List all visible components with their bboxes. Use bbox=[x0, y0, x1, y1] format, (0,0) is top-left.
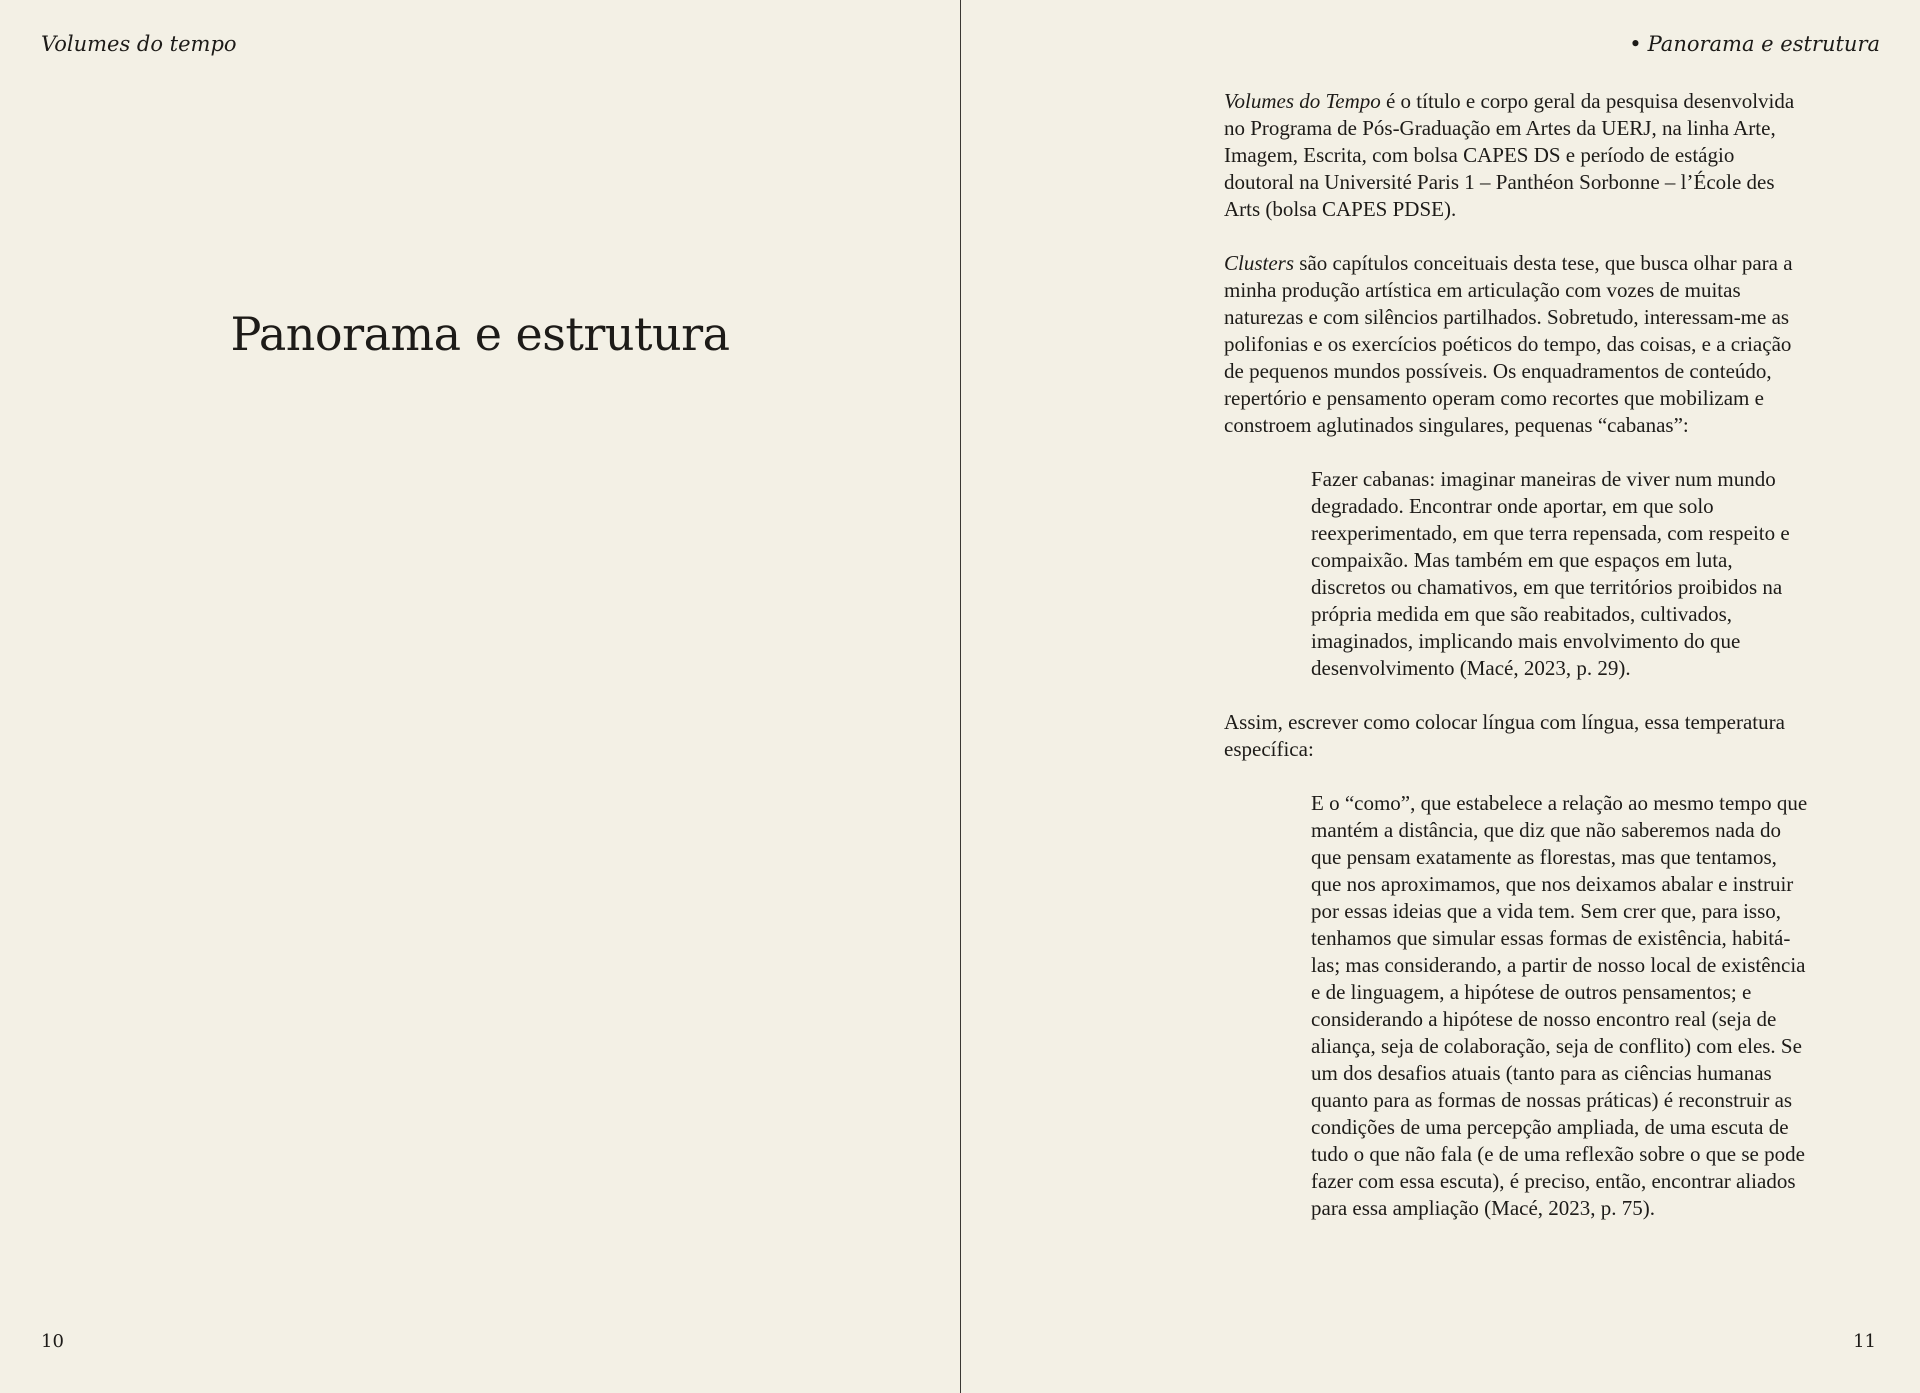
paragraph-2-text: são capítulos conceituais desta tese, que busca olhar para a minha produção artística em articulação com vozes de muitas naturezas e com silêncios partilhados. Sobretudo, interessam-me as polifonias e os exercícios poéticos do tempo, das coisas, e a criação de pequenos mundos possíveis. Os enquadramentos de conteúdo, repertório e pensamento operam como recortes que mobilizam e constroem aglutinados singulares, pequenas “cabanas”: bbox=[1224, 251, 1793, 437]
paragraph-1 bbox=[1224, 88, 1809, 223]
paragraph-2-italic-lead: Clusters bbox=[1224, 251, 1295, 275]
page-number-left: 10 bbox=[41, 1331, 64, 1352]
running-head-left: Volumes do tempo bbox=[41, 32, 237, 56]
right-page bbox=[961, 0, 1920, 1393]
chapter-title: Panorama e estrutura bbox=[230, 307, 730, 361]
running-head-right-text: Panorama e estrutura bbox=[1647, 32, 1880, 56]
paragraph-1-text: é o título e corpo geral da pesquisa desenvolvida no Programa de Pós-Graduação em Artes da UERJ, na linha Arte, Imagem, Escrita, com bolsa CAPES DS e período de estágio doutoral na Université Paris 1 – Panthéon Sorbonne – l’École des Arts (bolsa CAPES PDSE). bbox=[1224, 89, 1795, 221]
body-text bbox=[1224, 88, 1809, 1249]
running-head-bullet: • bbox=[1629, 32, 1642, 56]
running-head-right bbox=[1629, 30, 1880, 58]
block-quote-1: Fazer cabanas: imaginar maneiras de viver num mundo degradado. Encontrar onde aportar, em que solo reexperimentado, em que terra repensada, com respeito e compaixão. Mas também em que espaços em luta, discretos ou chamativos, em que territórios proibidos na própria medida em que são reabitados, cultivados, imaginados, implicando mais envolvimento do que desenvolvimento (Macé, 2023, p. 29). bbox=[1311, 467, 1790, 680]
page-number-right: 11 bbox=[1853, 1331, 1876, 1352]
paragraph-1-italic-lead: Volumes do Tempo bbox=[1224, 89, 1381, 113]
paragraph-3: Assim, escrever como colocar língua com língua, essa temperatura específica: bbox=[1224, 710, 1785, 761]
paragraph-2 bbox=[1224, 250, 1809, 439]
block-quote-2: E o “como”, que estabelece a relação ao mesmo tempo que mantém a distância, que diz que não saberemos nada do que pensam exatamente as florestas, mas que tentamos, que nos aproximamos, que nos deixamos abalar e instruir por essas ideias que a vida tem. Sem crer que, para isso, tenhamos que simular essas formas de existência, habitá-las; mas considerando, a partir de nosso local de existência e de linguagem, a hipótese de outros pensamentos; e considerando a hipótese de nosso encontro real (seja de aliança, seja de colaboração, seja de conflito) com eles. Se um dos desafios atuais (tanto para as ciências humanas quanto para as formas de nossas práticas) é reconstruir as condições de uma percepção ampliada, de uma escuta de tudo o que não fala (e de uma reflexão sobre o que se pode fazer com essa escuta), é preciso, então, encontrar aliados para essa ampliação (Macé, 2023, p. 75). bbox=[1311, 791, 1808, 1220]
